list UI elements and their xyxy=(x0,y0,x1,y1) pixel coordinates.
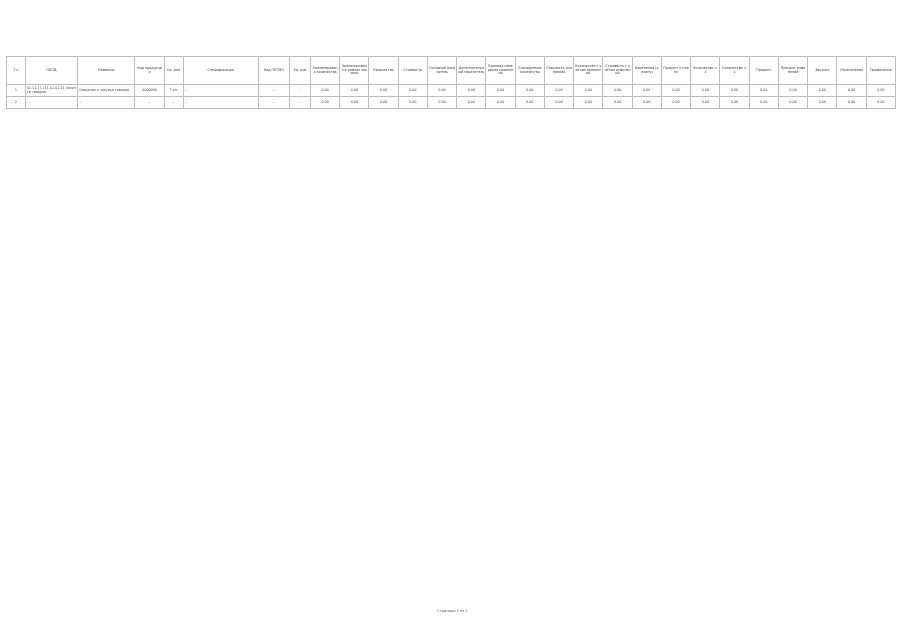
table-cell: 0.00 xyxy=(340,97,369,109)
table-cell: 0.00 xyxy=(457,85,486,97)
table-cell: ... xyxy=(258,85,289,97)
column-header: Ед. изм xyxy=(164,57,183,85)
table-cell: 0.00 xyxy=(691,97,720,109)
table-cell: 0.00 xyxy=(778,97,807,109)
column-header: Спецификация xyxy=(183,57,258,85)
table-cell: 0.00 xyxy=(837,97,866,109)
table-cell: Т.шт xyxy=(164,85,183,97)
column-header: Название xyxy=(78,57,135,85)
column-header: Ед. изм xyxy=(290,57,311,85)
table-cell: ... xyxy=(183,85,258,97)
table-cell: ... xyxy=(78,97,135,109)
table-cell: 0.00 xyxy=(515,97,544,109)
table-cell: 0.00 xyxy=(515,85,544,97)
column-header: ОКПД xyxy=(25,57,77,85)
table-cell: 0.00 xyxy=(778,85,807,97)
table-cell: ... xyxy=(258,97,289,109)
table-cell: 1 xyxy=(7,85,26,97)
table-cell: ... xyxy=(25,97,77,109)
column-header: Планируемое количество xyxy=(515,57,544,85)
table-cell: 0.00 xyxy=(574,85,603,97)
table-cell: 0.00 xyxy=(544,97,573,109)
table-cell: 0.00 xyxy=(398,97,427,109)
column-header: Т.п xyxy=(7,57,26,85)
column-header: Процент к плану xyxy=(661,57,690,85)
table-cell: 0.00 xyxy=(398,85,427,97)
table-cell: 0.00 xyxy=(457,97,486,109)
table-cell: 0.00 xyxy=(661,85,690,97)
table-cell: ... xyxy=(135,97,164,109)
table-cell: 0.00 xyxy=(691,85,720,97)
table-cell: 0.00 xyxy=(603,97,632,109)
table-cell: 0.00 xyxy=(310,85,339,97)
table-cell: Сведения о закупке товаров xyxy=(78,85,135,97)
column-header: Стоимость xyxy=(398,57,427,85)
column-header: Стоимость с учетом изменений xyxy=(603,57,632,85)
table-cell: ... xyxy=(164,97,183,109)
column-header: Количество ч.1 xyxy=(691,57,720,85)
table-header-row xyxy=(7,57,896,85)
table-cell: 0000000 xyxy=(135,85,164,97)
table-cell: 0.00 xyxy=(808,97,837,109)
table-cell: 0.00 xyxy=(369,97,398,109)
column-header: Код продукции xyxy=(135,57,164,85)
column-header: Ограничения xyxy=(837,57,866,85)
table-cell: ... xyxy=(183,97,258,109)
column-header: Изменения (к плану) xyxy=(632,57,661,85)
page-footer: Страница 1 из 1 xyxy=(437,609,468,613)
column-header: Основной показатель xyxy=(427,57,456,85)
table-cell: 2 xyxy=(7,97,26,109)
table-cell: 0.00 xyxy=(808,85,837,97)
table-cell: 01.11.11.111 01.01.01 Закупки товаров xyxy=(25,85,77,97)
table-cell: 0.00 xyxy=(427,97,456,109)
column-header: Примечание xyxy=(866,57,895,85)
table-cell: 0.00 xyxy=(486,85,515,97)
column-header: Процент изменений xyxy=(778,57,807,85)
report-table xyxy=(6,56,896,109)
column-header: Единица измерения сравнения xyxy=(486,57,515,85)
column-header: Процент xyxy=(749,57,778,85)
table-cell: ... xyxy=(290,97,311,109)
column-header: Количество с учетом изменений xyxy=(574,57,603,85)
column-header: Количество xyxy=(369,57,398,85)
table-cell: 0.00 xyxy=(632,97,661,109)
table-cell: 0.00 xyxy=(340,85,369,97)
table-cell: 0.00 xyxy=(749,97,778,109)
column-header: Дополнительный показатель xyxy=(457,57,486,85)
table-cell: 0.00 xyxy=(720,97,749,109)
table-cell: 0.00 xyxy=(866,97,895,109)
table-cell: 0.00 xyxy=(486,97,515,109)
column-header: Стоимость измерения xyxy=(544,57,573,85)
column-header: Запланировано в рамках закупки xyxy=(340,57,369,85)
table-cell: 0.00 xyxy=(866,85,895,97)
table-cell: 0.00 xyxy=(310,97,339,109)
table-cell: 0.00 xyxy=(749,85,778,97)
column-header: Закупка xyxy=(808,57,837,85)
column-header: Код ОКТМО xyxy=(258,57,289,85)
column-header: Количество ч.2 xyxy=(720,57,749,85)
table-cell: 0.00 xyxy=(544,85,573,97)
table-cell: - xyxy=(290,85,311,97)
table-cell: 0.00 xyxy=(661,97,690,109)
table-cell: 0.00 xyxy=(574,97,603,109)
table-cell: 0.00 xyxy=(427,85,456,97)
column-header: Запланировано количества xyxy=(310,57,339,85)
table-row xyxy=(7,97,896,109)
table-cell: 0.00 xyxy=(369,85,398,97)
table-cell: 0.00 xyxy=(837,85,866,97)
table-cell: 0.00 xyxy=(720,85,749,97)
table-cell: 0.00 xyxy=(603,85,632,97)
table-row xyxy=(7,85,896,97)
report-sheet xyxy=(6,56,896,109)
table-cell: 0.00 xyxy=(632,85,661,97)
